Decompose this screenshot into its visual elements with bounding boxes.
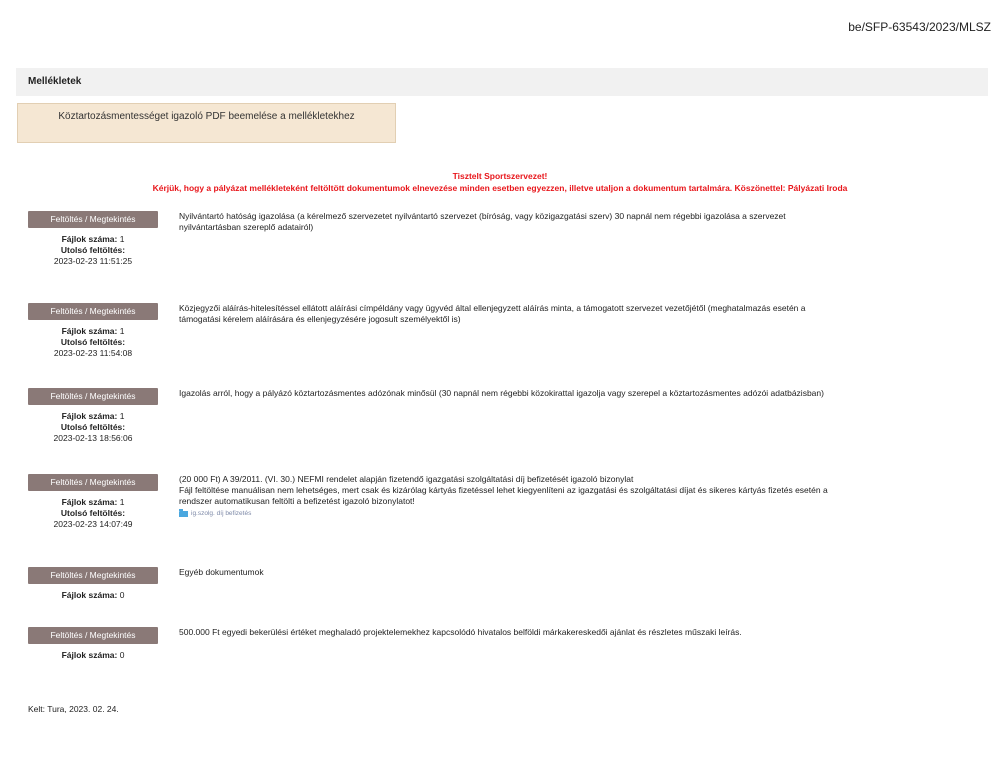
file-count-label: Fájlok száma: [61, 411, 118, 421]
attachment-controls [28, 627, 158, 661]
notice-greeting: Tisztelt Sportszervezet! [452, 171, 548, 181]
document-id: be/SFP-63543/2023/MLSZ [848, 20, 991, 34]
file-count-value: 0 [119, 650, 125, 660]
file-count-value: 1 [119, 234, 125, 244]
attachment-meta [28, 326, 158, 359]
folder-icon [179, 511, 188, 517]
attachment-controls [28, 388, 158, 444]
attachment-meta [28, 497, 158, 530]
file-count-value: 1 [119, 497, 125, 507]
upload-view-button[interactable]: Feltöltés / Megtekintés [28, 388, 158, 405]
last-upload-label: Utolsó feltöltés: [60, 422, 126, 432]
upload-view-button[interactable]: Feltöltés / Megtekintés [28, 567, 158, 584]
attachment-controls [28, 211, 158, 267]
attachment-meta [28, 234, 158, 267]
last-upload-label: Utolsó feltöltés: [60, 508, 126, 518]
upload-view-button[interactable]: Feltöltés / Megtekintés [28, 211, 158, 228]
section-title: Mellékletek [16, 68, 988, 96]
signature-date: Kelt: Tura, 2023. 02. 24. [28, 704, 119, 714]
upload-view-button[interactable]: Feltöltés / Megtekintés [28, 303, 158, 320]
file-count-label: Fájlok száma: [61, 650, 118, 660]
attachment-description [179, 474, 839, 520]
last-upload-value: 2023-02-23 14:07:49 [53, 519, 133, 529]
notice-box [0, 170, 1000, 194]
file-count-label: Fájlok száma: [61, 234, 118, 244]
attachment-description-note: Fájl feltöltése manuálisan nem lehetséges, mert csak és kizárólag kártyás fizetéssel lehet kiegyenlíteni az igazgatási és szolgáltatási díjat és sikeres kártyás fizetés esetén a rendszer automatikusan feltölti a befizetést igazoló bizonylatot! [179, 485, 828, 506]
last-upload-label: Utolsó feltöltés: [60, 337, 126, 347]
attachment-controls [28, 303, 158, 359]
last-upload-label: Utolsó feltöltés: [60, 245, 126, 255]
attachment-description: 500.000 Ft egyedi bekerülési értéket meghaladó projektelemekhez kapcsolódó hivatalos belföldi márkakereskedői ajánlat és részletes műszaki leírás. [179, 627, 742, 637]
file-count-value: 1 [119, 326, 125, 336]
attachment-description: Nyilvántartó hatóság igazolása (a kérelmező szervezetet nyilvántartó szervezet (bíróság, vagy közigazgatási szerv) 30 napnál nem régebbi igazolása a szervezet nyilvántartásban szereplő adatairól) [179, 211, 786, 232]
import-pdf-button[interactable]: Köztartozásmentességet igazoló PDF beemelése a mellékletekhez [17, 103, 396, 143]
attachment-controls [28, 474, 158, 530]
file-count-label: Fájlok száma: [61, 590, 118, 600]
file-count-value: 0 [119, 590, 125, 600]
file-count-value: 1 [119, 411, 125, 421]
file-count-label: Fájlok száma: [61, 326, 118, 336]
file-count-label: Fájlok száma: [61, 497, 118, 507]
last-upload-value: 2023-02-23 11:51:25 [53, 256, 133, 266]
attachment-description-title: (20 000 Ft) A 39/2011. (VI. 30.) NEFMI rendelet alapján fizetendő igazgatási szolgáltatási díj befizetését igazoló bizonylat [179, 474, 634, 484]
uploaded-file-link[interactable] [179, 508, 251, 519]
attachment-controls [28, 567, 158, 601]
upload-view-button[interactable]: Feltöltés / Megtekintés [28, 627, 158, 644]
last-upload-value: 2023-02-23 11:54:08 [53, 348, 133, 358]
uploaded-file-name: ig.szolg. díj befizetés [191, 510, 252, 517]
attachment-description: Igazolás arról, hogy a pályázó köztartozásmentes adózónak minősül (30 napnál nem régebbi közokirattal igazolja vagy szerepel a köztartozásmentes adózói adatbázisban) [179, 388, 824, 398]
attachment-meta [28, 411, 158, 444]
last-upload-value: 2023-02-13 18:56:06 [53, 433, 133, 443]
upload-view-button[interactable]: Feltöltés / Megtekintés [28, 474, 158, 491]
attachment-description: Egyéb dokumentumok [179, 567, 264, 577]
notice-text: Kérjük, hogy a pályázat mellékleteként feltöltött dokumentumok elnevezése minden esetben egyezzen, illetve utaljon a dokumentum tartalmára. Köszönettel: Pályázati Iroda [152, 183, 848, 193]
attachment-meta [28, 650, 158, 661]
attachment-meta [28, 590, 158, 601]
attachment-description: Közjegyzői aláírás-hitelesítéssel ellátott aláírási címpéldány vagy ügyvéd által ellenjegyzett aláírás minta, a támogatott szervezet vezetőjétől (meghatalmazás esetén a támogatási kérelem aláírására és ellenjegyzésére jogosult személyektől is) [179, 303, 806, 324]
